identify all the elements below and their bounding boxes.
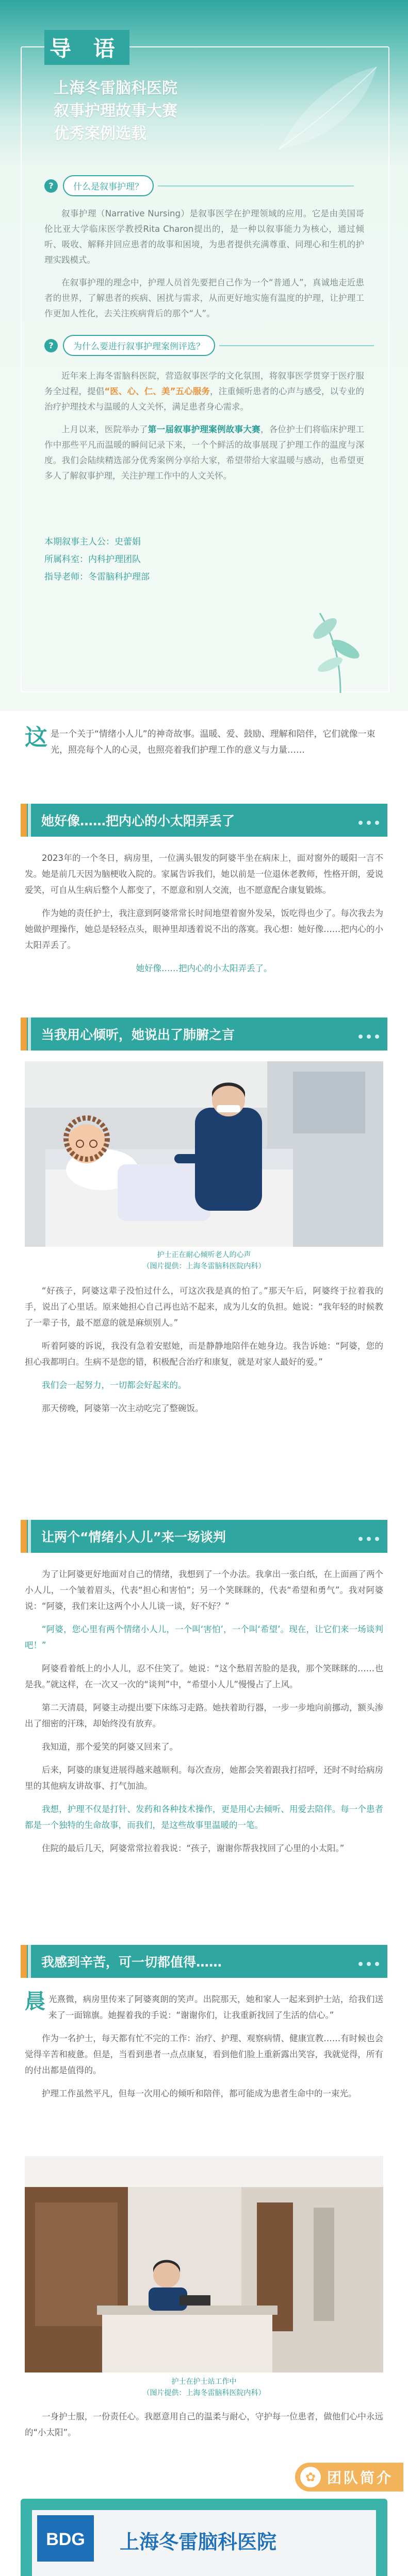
highlight-paragraph: “阿婆，您心里有两个情绪小人儿，一个叫‘害怕’，一个叫‘希望’。现在，让它们来一场谈判吧！” bbox=[25, 1624, 383, 1650]
credit-line: 指导老师：冬雷脑科护理部 bbox=[44, 572, 150, 582]
question-what-is-narrative bbox=[44, 175, 354, 196]
drop-cap: 晨 bbox=[25, 1990, 45, 2013]
body-paragraph: 听着阿婆的诉说，我没有急着安慰她，而是静静地陪伴在她身边。我告诉她：“阿婆，您的担心我都明白。生病不是您的错，积极配合治疗和康复，就是对家人最好的爱。” bbox=[25, 1341, 383, 1367]
dots-decoration-icon bbox=[354, 1031, 379, 1041]
section-header-1 bbox=[21, 804, 387, 837]
text-span: ，注重倾听患者的心声与感受，以专业的治疗护理技术与温暖的人文关怀，满足患者身心需求。 bbox=[44, 386, 365, 412]
highlight-paragraph: 我想，护理不仅是打针、发药和各种技术操作，更是用心去倾听、用爱去陪伴。每一个患者都是一个独特的生命故事，而我们，是这些故事里温暖的一笔。 bbox=[25, 1804, 383, 1830]
intro-paragraphs-2 bbox=[44, 368, 364, 491]
team-group-photo bbox=[32, 2510, 376, 2576]
section-title: 让两个“情绪小人儿”来一场谈判 bbox=[41, 1530, 226, 1545]
intro-section bbox=[0, 0, 408, 711]
subtitle-line: 叙事护理故事大赛 bbox=[54, 102, 177, 120]
photo-nurse-with-patient bbox=[25, 1061, 383, 1247]
dots-decoration-icon bbox=[354, 1533, 379, 1543]
lead-text: 是一个关于“情绪小人儿”的神奇故事。温暖、爱、鼓励、理解和陪伴，它们就像一束光，照亮每个人的心灵，也照亮着我们护理工作的意义与力量…… bbox=[51, 729, 376, 755]
body-paragraph bbox=[25, 1991, 383, 2023]
body-paragraph: 后来，阿婆的康复进展得越来越顺利。每次查房，她都会笑着跟我打招呼，还时不时给病房里的其他病友讲故事、打气加油。 bbox=[25, 1765, 383, 1791]
body-paragraph: 那天傍晚，阿婆第一次主动吃完了整碗饭。 bbox=[42, 1403, 204, 1413]
body-paragraph: 为了让阿婆更好地面对自己的情绪，我想到了一个办法。我拿出一张白纸，在上面画了两个小人儿，一个皱着眉头，代表“担心和害怕”；另一个笑眯眯的，代表“希望和勇气”。我对阿婆说：“阿婆，我们来让这两个小人儿谈一谈，好不好？” bbox=[25, 1569, 383, 1611]
drop-cap: 这 bbox=[25, 724, 47, 751]
section-header-2 bbox=[21, 1018, 387, 1050]
question-icon: ? bbox=[44, 179, 58, 193]
intro-paragraph: 在叙事护理的理念中，护理人员首先要把自己作为一个“普通人”，真诚地走近患者的世界，了解患者的疾病、困扰与需求，从而更好地实施有温度的护理，让护理工作更加人性化，去关注疾病背后的那个“人”。 bbox=[44, 278, 364, 318]
logo-mark: BDG bbox=[46, 2530, 85, 2549]
section-3-body bbox=[25, 1566, 383, 1863]
section-header-4 bbox=[21, 1945, 387, 1978]
team-icon: ✿ bbox=[300, 2467, 321, 2487]
body-paragraph: 护理工作虽然平凡，但每一次用心的倾听和陪伴，都可能成为患者生命中的一束光。 bbox=[42, 2089, 357, 2098]
intro-paragraphs-1 bbox=[44, 206, 364, 329]
accent-bar bbox=[21, 1945, 27, 1978]
logo-text: 上海冬雷脑科医院 bbox=[120, 2531, 277, 2553]
dots-decoration-icon bbox=[354, 817, 379, 827]
question-label: 为什么要进行叙事护理案例评选？ bbox=[63, 335, 215, 356]
intro-subtitle bbox=[54, 77, 177, 145]
intro-paragraph: 叙事护理（Narrative Nursing）是叙事医学在护理领域的应用。它是由美国哥伦比亚大学临床医学教授Rita Charon提出的，是一种以叙事能力为核心，通过倾听、吸收、解释并回应患者的故事和困境，为患者提供充满尊重、同理心和生机的护理实践模式。 bbox=[44, 209, 364, 265]
photo-caption bbox=[25, 2376, 383, 2399]
text-span: 近年来上海冬雷脑科医院，营造叙事医学的文化氛围，将叙事医学贯穿于医疗服务全过程，提倡 bbox=[44, 371, 364, 396]
caption-line: 护士正在耐心倾听老人的心声 bbox=[157, 1251, 251, 1259]
accent-bar bbox=[28, 804, 31, 837]
divider bbox=[158, 185, 354, 187]
section-1-body bbox=[25, 850, 383, 984]
accent-bar bbox=[21, 804, 27, 837]
text-span: ，各位护士们将临床护理工作中那些平凡而温暖的瞬间记录下来，一个个鲜活的故事展现了护理工作的温度与深度。我们会陆续精选部分优秀案例分享给大家，希望带给大家温暖与感动，也希望更多人了解叙事护理，关注护理工作中的人文关怀。 bbox=[44, 425, 365, 481]
accent-bar bbox=[21, 1018, 27, 1050]
photo-caption bbox=[25, 1249, 383, 1272]
section-closing: 她好像……把内心的小太阳弄丢了。 bbox=[136, 963, 272, 973]
accent-bar bbox=[28, 1520, 31, 1553]
body-paragraph: 我知道，那个爱笑的阿婆又回来了。 bbox=[42, 1742, 178, 1752]
accent-bar bbox=[28, 1018, 31, 1050]
question-label: 什么是叙事护理？ bbox=[63, 175, 154, 196]
body-paragraph: 2023年的一个冬日，病房里，一位满头银发的阿婆半坐在病床上，面对窗外的暖阳一言不发。她是前几天因为脑梗收入院的。家属告诉我们，她以前是一位退休老教师，性格开朗，爱说爱笑，可自从生病后整个人都变了，不愿意和别人交流，也不愿意配合康复锻炼。 bbox=[25, 853, 383, 895]
intro-title: 导 语 bbox=[44, 30, 129, 65]
body-paragraph: 作为她的责任护士，我注意到阿婆常常长时间地望着窗外发呆，饭吃得也少了。每次我去为她做护理操作，她总是轻轻点头，眼神里却透着说不出的落寞。我心想：她好像……把内心的小太阳弄丢了。 bbox=[25, 908, 383, 950]
credit-line: 所属科室：内科护理团队 bbox=[44, 554, 141, 565]
caption-line: 护士在护士站工作中 bbox=[171, 2378, 237, 2386]
text-span: 光熹微，病房里传来了阿婆爽朗的笑声。出院那天，她和家人一起来到护士站，给我们送来了一面锦旗。她握着我的手说：“谢谢你们，让我重新找回了生活的信心。” bbox=[48, 1994, 383, 2020]
section-title: 她好像……把内心的小太阳弄丢了 bbox=[41, 814, 235, 828]
divider bbox=[219, 345, 374, 346]
caption-line: （图片提供：上海冬雷脑科医院内科） bbox=[142, 1262, 266, 1270]
highlight-paragraph: 我们会一起努力，一切都会好起来的。 bbox=[42, 1380, 187, 1390]
text-span: 上月以来，医院举办了 bbox=[61, 425, 148, 434]
section-4-body bbox=[25, 1991, 383, 2109]
question-why-contest bbox=[44, 335, 374, 356]
highlight-text: “医、心、仁、美”五心服务 bbox=[104, 386, 210, 396]
body-paragraph: 住院的最后几天，阿婆常常拉着我说：“孩子，谢谢你帮我找回了心里的小太阳。” bbox=[42, 1843, 345, 1853]
body-paragraph: 一身护士服，一份责任心。我愿意用自己的温柔与耐心，守护每一位患者，做他们心中永远的“小太阳”。 bbox=[25, 2412, 383, 2437]
section-2-body bbox=[25, 1283, 383, 1423]
body-paragraph: 阿婆看着纸上的小人儿，忍不住笑了。她说：“这个愁眉苦脸的是我，那个笑眯眯的……也是我。”就这样，在一次又一次的“谈判”中，“希望小人儿”慢慢占了上风。 bbox=[25, 1664, 383, 1689]
plant-decoration-icon bbox=[289, 592, 392, 696]
photo-nurse-station bbox=[25, 2156, 383, 2372]
intro-paragraph bbox=[44, 368, 364, 415]
body-paragraph: “好孩子，阿婆这辈子没怕过什么，可这次我是真的怕了。”那天午后，阿婆终于拉着我的手，说出了心里话。原来她担心自己再也站不起来，成为儿女的负担。她说：“我年轻的时候教了一辈子书，最不愿意的就是麻烦别人。” bbox=[25, 1286, 383, 1328]
section-title: 当我用心倾听，她说出了肺腑之言 bbox=[41, 1027, 235, 1042]
story-credits bbox=[44, 533, 150, 586]
team-header bbox=[295, 2463, 403, 2492]
accent-bar bbox=[21, 1520, 27, 1553]
subtitle-line: 优秀案例选载 bbox=[54, 125, 146, 143]
team-title: 团队简介 bbox=[327, 2469, 394, 2486]
section-header-3 bbox=[21, 1520, 387, 1553]
subtitle-line: 上海冬雷脑科医院 bbox=[54, 79, 177, 97]
body-paragraph: 作为一名护士，每天都有忙不完的工作：治疗、护理、观察病情、健康宣教……有时候也会觉得辛苦和疲惫。但是，当看到患者一点点康复，看到他们脸上重新露出笑容，我就觉得，所有的付出都是值得的。 bbox=[25, 2033, 383, 2075]
section-4-closing bbox=[25, 2409, 383, 2448]
story-lead bbox=[25, 726, 386, 758]
highlight-text: 第一届叙事护理案例故事大赛 bbox=[148, 425, 260, 434]
credit-line: 本期叙事主人公：史蕾娟 bbox=[44, 537, 141, 547]
question-icon: ? bbox=[44, 339, 58, 352]
dots-decoration-icon bbox=[354, 1958, 379, 1968]
intro-paragraph bbox=[44, 422, 364, 484]
body-paragraph: 第二天清晨，阿婆主动提出要下床练习走路。她扶着助行器，一步一步地向前挪动，额头渗出了细密的汗珠，却始终没有放弃。 bbox=[25, 1703, 383, 1728]
accent-bar bbox=[28, 1945, 31, 1978]
caption-line: （图片提供：上海冬雷脑科医院内科） bbox=[142, 2389, 266, 2397]
leaf-decoration-icon bbox=[268, 62, 382, 155]
section-title: 我感到辛苦，可一切都值得…… bbox=[41, 1955, 222, 1970]
